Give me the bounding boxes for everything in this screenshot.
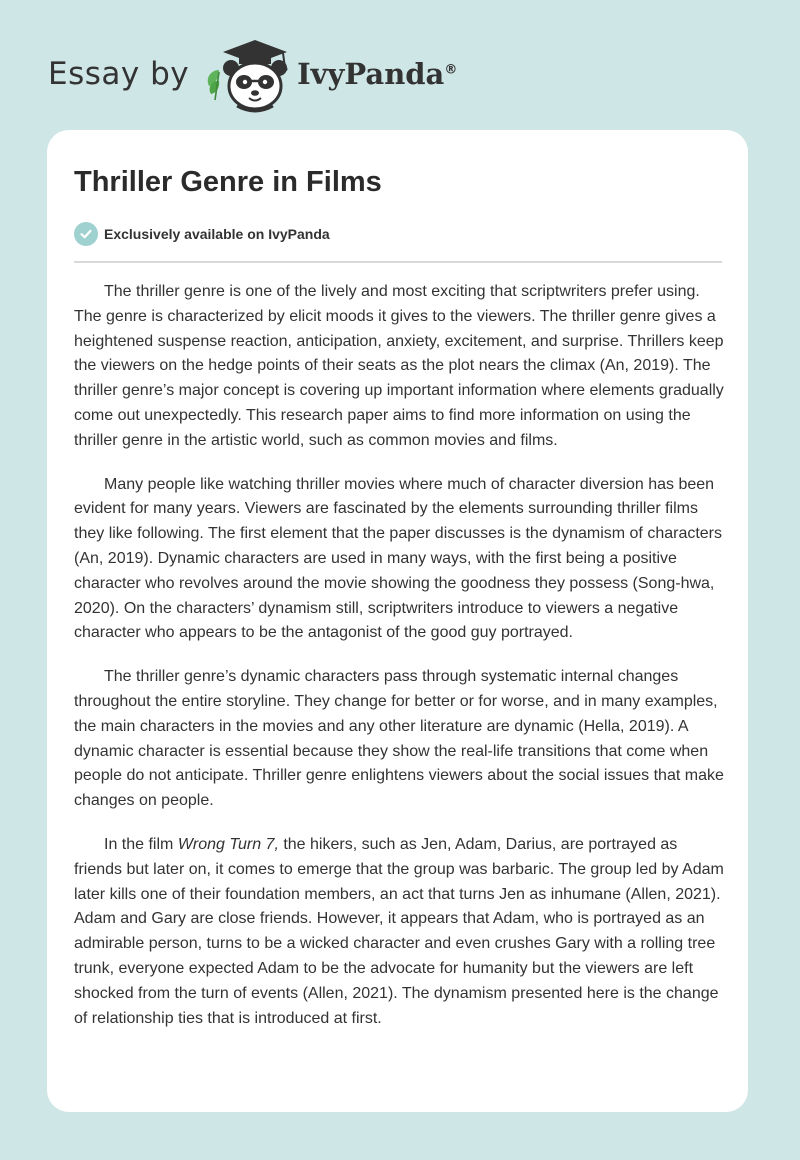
essay-body [74,280,724,1050]
brand-header [48,34,457,114]
paragraph: The thriller genre’s dynamic characters pass through systematic internal changes throughout the entire storyline. They change for better or for worse, and in many examples, the main characters in the movies and any other literature are dynamic (Hella, 2019). A dynamic character is essential because they show the real-life transitions that come when people do not anticipate. Thriller genre enlightens viewers about the social issues that make changes on people. [74,668,724,810]
essay-title: Thriller Genre in Films [74,166,382,198]
paragraph-text: the hikers, such as Jen, Adam, Darius, are portrayed as friends but later on, it comes to emerge that the group was barbaric. The group led by Adam later kills one of their foundation members, an act that turns Jen as inhumane (Allen, 2021). Adam and Gary are close friends. However, it appears that Adam, who is portrayed as an admirable person, turns to be a wicked character and even crushes Gary with a rolling tree trunk, everyone expected Adam to be the advocate for humanity but the viewers are left shocked from the turn of events (Allen, 2021). The dynamism presented here is the change of relationship ties that is introduced at first. [74,835,724,1027]
brand-name: IvyPanda® [297,57,458,91]
divider [74,261,722,263]
brand-prefix: Essay by [48,56,190,92]
paragraph [74,833,724,1031]
paragraph: Many people like watching thriller movies where much of character diversion has been evident for many years. Viewers are fascinated by the elements surrounding thriller films they like following. The first element that the paper discusses is the dynamism of characters (An, 2019). Dynamic characters are used in many ways, with the first being a positive character who revolves around the movie showing the goodness they possess (Song-hwa, 2020). On the characters’ dynamism still, scriptwriters introduce to viewers a negative character who appears to be the antagonist of the good guy portrayed. [74,475,723,642]
registered-mark: ® [444,62,458,78]
panda-logo-icon [203,34,295,114]
paragraph: The thriller genre is one of the lively and most exciting that scriptwriters prefer using. The genre is characterized by elicit moods it gives to the viewers. The thriller genre gives a heightened suspense reaction, anticipation, anxiety, excitement, and surprise. Thrillers keep the viewers on the hedge points of their seats as the plot nears the climax (An, 2019). The thriller genre’s major concept is covering up important information where elements gradually come out unexpectedly. This research paper aims to find more information on using the thriller genre in the artistic world, such as common movies and films. [74,283,724,449]
essay-card [47,130,748,1112]
film-title: Wrong Turn 7, [177,835,279,853]
paragraph-text: In the film [104,835,178,853]
exclusive-badge [74,222,330,246]
check-icon [74,222,98,246]
badge-label: Exclusively available on IvyPanda [104,226,330,242]
